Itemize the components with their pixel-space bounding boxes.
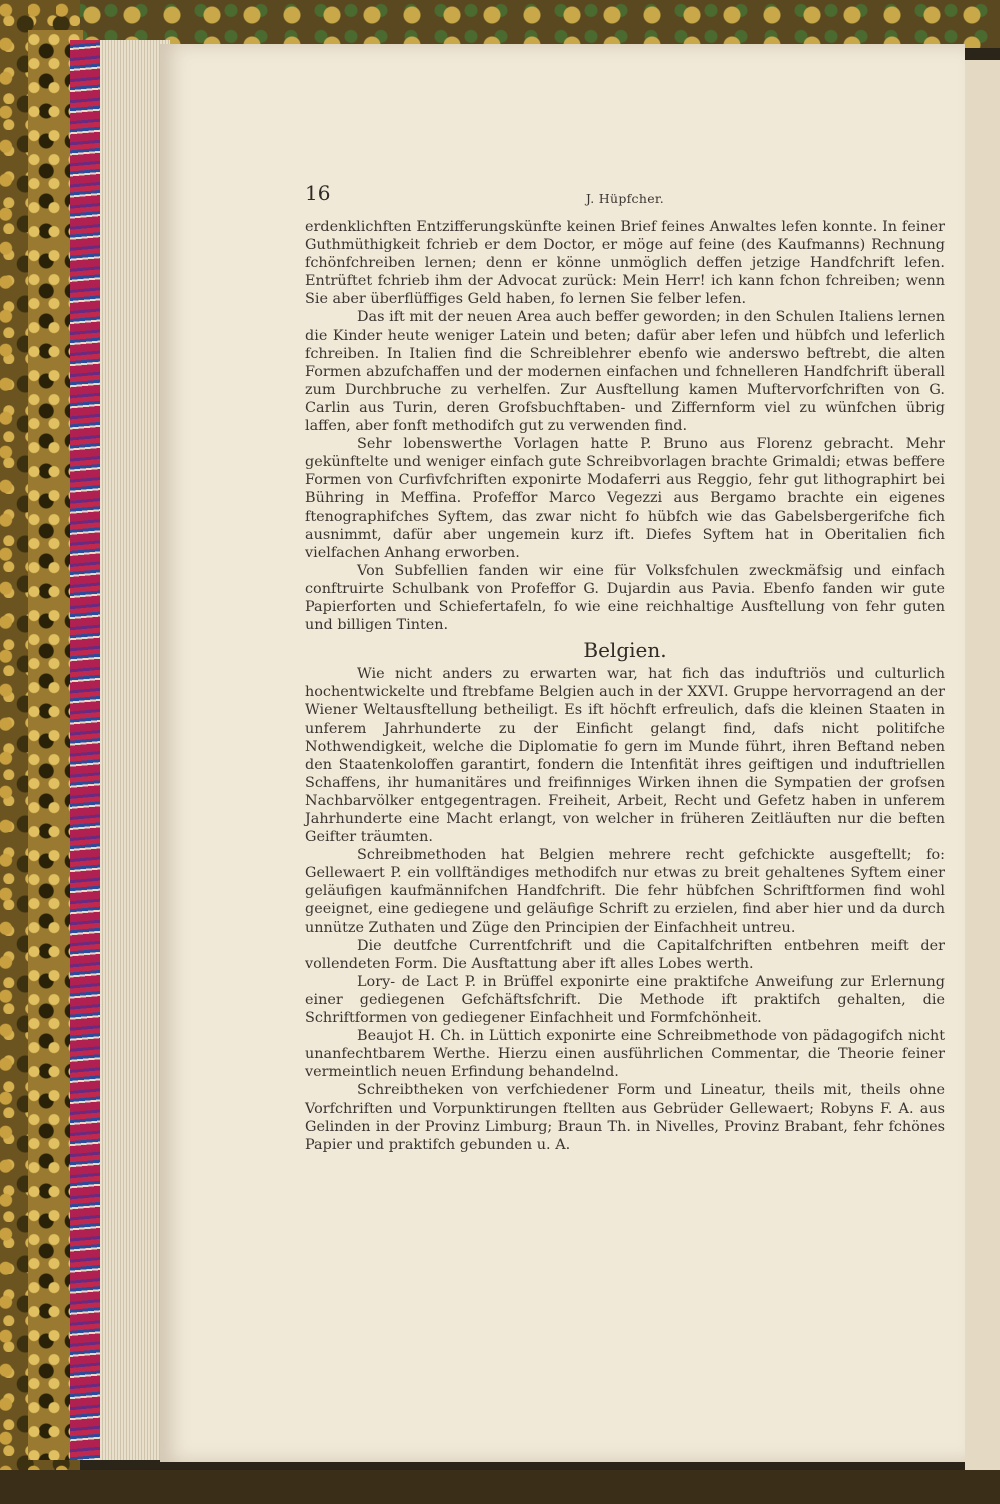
paragraph: Schreibtheken von verfchiedener Form und Lineatur, theils mit, theils ohne Vorfchriften und Vorpunktirungen ftellten aus Gebrüder Gellewaert; Robyns F. A. aus Gelinden in der Provinz Limburg; Braun Th. in Nivelles, Provinz Brabant, fehr fchönes Papier und praktifch gebunden u. A. bbox=[305, 1082, 945, 1153]
paragraph: Wie nicht anders zu erwarten war, hat fich das induftriös und culturlich hochentwickelte und ftrebfame Belgien auch in der XXVI. Gruppe hervorragend an der Wiener Weltausftellung betheiligt. Es ift höchft erfreulich, dafs die kleinen Staaten in unferem Jahrhunderte zu der Einficht gelangt find, dafs nicht politifche Nothwendigkeit, welche die Diplomatie fo gern im Munde führt, ihren Beftand neben den Staatenkoloffen garantirt, fondern die Intenfität ihres geiftigen und induftriellen Schaffens, ihr humanitäres und freifinniges Wirken ihnen die Sympatien der grofsen Nachbarvölker entgegentragen. Freiheit, Arbeit, Recht und Gefetz haben in unferem Jahrhunderte eine Macht erlangt, von welcher in früheren Zeitläuften nur die beften Geifter träumten. bbox=[305, 666, 945, 846]
facing-page-edge bbox=[965, 60, 1000, 1470]
paragraph: Schreibmethoden hat Belgien mehrere recht gefchickte ausgeftellt; fo: Gellewaert P. ein vollftändiges methodifch nur etwas zu breit gehaltenes Syftem einer geläufigen kaufmännifchen Handfchrift. Die fehr hübfchen Schriftformen find wohl geeignet, eine gediegene und geläufige Schrift zu erzielen, find aber hier und da durch unnütze Zuthaten und Züge den Principien der Einfachheit untreu. bbox=[305, 847, 945, 936]
running-title: J. Hüpfcher. bbox=[585, 191, 665, 206]
book-page bbox=[160, 44, 965, 1462]
running-head bbox=[305, 181, 945, 214]
paragraph: Lory- de Lact P. in Brüffel exponirte eine praktifche Anweifung zur Erlernung einer gediegenen Gefchäftsfchrift. Die Methode ift praktifch gehalten, die Schriftformen von gediegener Einfachheit und Formfchönheit. bbox=[305, 973, 945, 1027]
paragraph: Sehr lobenswerthe Vorlagen hatte P. Bruno aus Florenz gebracht. Mehr gekünftelte und weniger einfach gute Schreibvorlagen brachte Grimaldi; etwas beffere Formen von Curfivfchriften exponirte Modaferri aus Reggio, fehr gut lithographirt bei Bühring in Meffina. Profeffor Marco Vegezzi aus Bergamo brachte ein eigenes ftenographifches Syftem, das zwar nicht fo hübfch wie das Gabelsbergerifche fich ausnimmt, dafür aber ungemein kurz ift. Diefes Syftem hat in Oberitalien fich vielfachen Anhang erworben. bbox=[305, 436, 945, 561]
section-heading: Belgien. bbox=[583, 638, 667, 663]
page-number: 16 bbox=[305, 181, 331, 205]
paragraph: Die deutfche Currentfchrift und die Capitalfchriften entbehren meift der vollendeten Form. Die Ausftattung aber ift alles Lobes werth. bbox=[305, 937, 945, 972]
page-content bbox=[305, 181, 945, 1154]
paragraph: Von Subfellien fanden wir eine für Volksfchulen zweckmäfsig und einfach conftruirte Schulbank von Profeffor G. Dujardin aus Pavia. Ebenfo fanden wir gute Papierforten und Schiefertafeln, fo wie eine reichhaltige Ausftellung von fehr guten und billigen Tinten. bbox=[305, 562, 945, 634]
paragraph: Beaujot H. Ch. in Lüttich exponirte eine Schreibmethode von pädagogifch nicht unanfechtbarem Werthe. Hierzu einen ausführlichen Commentar, die Theorie feiner vermeintlich neuen Erfindung behandelnd. bbox=[305, 1028, 945, 1081]
paragraph: Das ift mit der neuen Area auch beffer geworden; in den Schulen Italiens lernen die Kinder heute weniger Latein und beten; dafür aber lefen und hübfch und leferlich fchreiben. In Italien find die Schreiblehrer ebenfo wie anderswo beftrebt, die alten Formen abzufchaffen und der modernen einfachen und fchnelleren Handfchrift überall zum Durchbruche zu verhelfen. Zur Ausftellung kamen Muftervorfchriften von G. Carlin aus Turin, deren Grofsbuchftaben- und Ziffernform viel zu wünfchen übrig laffen, aber fonft methodifch gut zu verwenden find. bbox=[305, 309, 945, 435]
paragraph: erdenklichften Entzifferungskünfte keinen Brief feines Anwaltes lefen konnte. In feiner Guthmüthigkeit fchrieb er dem Doctor, er möge auf feine (des Kaufmanns) Rechnung fchönfchreiben lernen; denn er könne unmöglich deffen jetzige Handfchrift lefen. Entrüftet fchrieb ihm der Advocat zurück: Mein Herr! ich kann fchon fchreiben; wenn Sie aber überflüffiges Geld haben, fo lernen Sie felber lefen. bbox=[305, 219, 945, 308]
book-cover-bottom bbox=[0, 1470, 1000, 1504]
